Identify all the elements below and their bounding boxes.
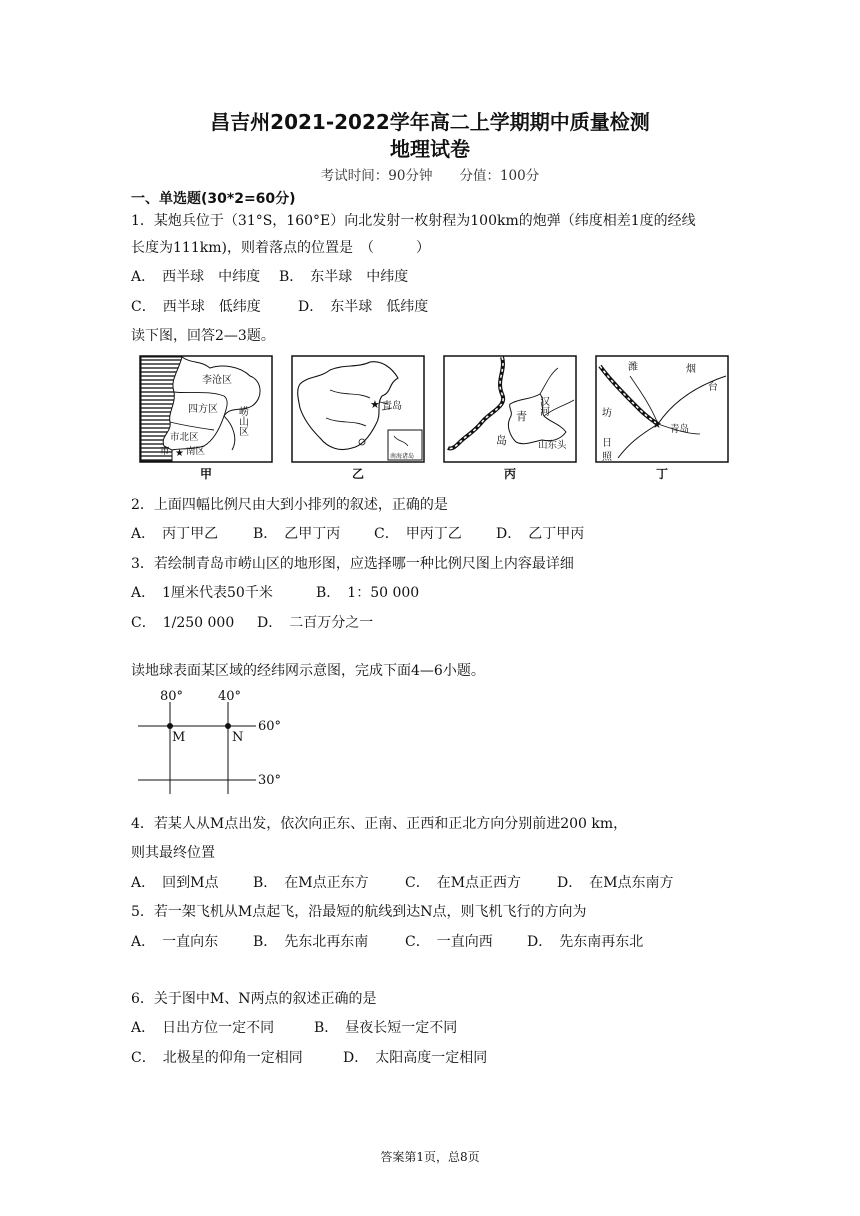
map-jia-star: ★ xyxy=(175,448,184,459)
exam-info: 考试时间：90分钟 分值：100分 xyxy=(320,168,540,184)
q1-option-b: B． 东半球 中纬度 xyxy=(279,269,409,285)
map-ding-label-qingdao: 青岛 xyxy=(670,424,690,435)
map-jia-label-licang: 李沧区 xyxy=(202,375,232,386)
q3-option-d: D． 二百万分之一 xyxy=(257,615,374,631)
q4-stem-line2: 则其最终位置 xyxy=(131,845,215,861)
map-ding-label-zhao: 照 xyxy=(602,452,612,463)
grid-lat-label-30: 30° xyxy=(258,773,282,788)
grid-point-m: M xyxy=(172,730,186,745)
map-yi-label-nanhai: 南海诸岛 xyxy=(390,453,415,460)
q5-option-c: C． 一直向西 xyxy=(405,934,493,950)
map-jia xyxy=(140,356,272,481)
map-bing-label-shandongtou: 山东头 xyxy=(538,440,567,451)
exam-title-line1: 昌吉州2021-2022学年高二上学期期中质量检测 xyxy=(210,110,650,134)
q5-option-b: B． 先东北再东南 xyxy=(253,934,369,950)
map-ding-label-yan: 烟 xyxy=(686,364,696,375)
page-footer: 答案第1页，总8页 xyxy=(380,1150,480,1164)
q4-stem-line1: 4．若某人从M点出发，依次向正东、正南、正西和正北方向分别前进200 km， xyxy=(131,816,628,832)
q6-option-b: B． 昼夜长短一定不同 xyxy=(314,1020,458,1036)
q2-option-c: C． 甲丙丁乙 xyxy=(374,526,462,542)
q1-option-d: D． 东半球 低纬度 xyxy=(298,299,429,315)
map-yi-caption: 乙 xyxy=(352,467,365,481)
q3-option-b: B． 1：50 000 xyxy=(316,585,420,601)
map-bing-label-dao: 岛 xyxy=(496,434,507,447)
q4-option-a: A． 回到M点 xyxy=(131,875,219,891)
q6-option-c: C． 北极星的仰角一定相同 xyxy=(131,1050,303,1066)
q2-option-a: A． 丙丁甲乙 xyxy=(131,526,219,542)
q1-stem-line2: 长度为111km)，则着落点的位置是 （ ） xyxy=(131,240,430,256)
map-ding-label-fang: 坊 xyxy=(602,408,612,419)
lat-lon-grid-figure xyxy=(130,686,290,798)
map-yi-label-qingdao: 青岛 xyxy=(382,401,402,412)
map-jia-label-sifang: 四方区 xyxy=(188,404,218,415)
grid-lon-label-80: 80° xyxy=(160,689,184,704)
grid-point-n: N xyxy=(232,730,244,745)
q1-option-a: A． 西半球 中纬度 xyxy=(131,269,261,285)
q5-stem: 5．若一架飞机从M点起飞，沿最短的航线到达N点，则飞机飞行的方向为 xyxy=(131,904,587,920)
map-yi xyxy=(292,356,424,481)
q3-option-a: A． 1厘米代表50千米 xyxy=(131,585,273,601)
q5-option-a: A． 一直向东 xyxy=(131,934,219,950)
q2-option-b: B． 乙甲丁丙 xyxy=(253,526,341,542)
map-ding-label-ri: 日 xyxy=(602,438,612,449)
q2-stem: 2．上面四幅比例尺由大到小排列的叙述，正确的是 xyxy=(131,497,448,513)
q3-option-c: C． 1/250 000 xyxy=(131,615,235,631)
map-ding-label-wei: 潍 xyxy=(628,362,638,373)
q3-stem: 3．若绘制青岛市崂山区的地形图，应选择哪一种比例尺图上内容最详细 xyxy=(131,556,574,572)
map-jia-label-nan: 南区 xyxy=(186,446,206,457)
grid-lat-label-60: 60° xyxy=(258,719,282,734)
q5-option-d: D． 先东南再东北 xyxy=(527,934,644,950)
map-bing-label-hanhe: 汉河 xyxy=(537,396,549,416)
q1-stem-line1: 1．某炮兵位于（31°S，160°E）向北发射一枚射程为100km的炮弹（纬度相差1度的经线 xyxy=(131,213,696,229)
q6-stem: 6．关于图中M、N两点的叙述正确的是 xyxy=(131,991,377,1007)
map-jia-caption: 甲 xyxy=(200,467,213,481)
read-instruction-1: 读下图，回答2—3题。 xyxy=(131,328,275,344)
section-heading: 一、单选题(30*2=60分) xyxy=(131,191,296,207)
map-ding xyxy=(596,356,728,481)
q1-option-c: C． 西半球 低纬度 xyxy=(131,299,261,315)
map-ding-label-tai: 台 xyxy=(708,382,718,393)
q4-option-b: B． 在M点正东方 xyxy=(253,875,369,891)
map-jia-label-laoshan: 崂山区 xyxy=(236,406,248,436)
read-instruction-2: 读地球表面某区域的经纬网示意图，完成下面4—6小题。 xyxy=(131,663,485,679)
map-jia-label-shibei: 市北区 xyxy=(170,432,199,443)
q4-option-c: C． 在M点正西方 xyxy=(405,875,522,891)
q6-option-a: A． 日出方位一定不同 xyxy=(131,1020,275,1036)
map-bing xyxy=(444,356,576,481)
map-ding-caption: 丁 xyxy=(656,467,669,481)
q2-option-d: D． 乙丁甲丙 xyxy=(496,526,585,542)
four-maps-figure xyxy=(130,350,740,484)
exam-title-line2: 地理试卷 xyxy=(390,137,470,161)
map-ding-star: ★ xyxy=(652,418,662,431)
map-jia-label-shi: 市 xyxy=(160,446,170,457)
map-bing-label-qing: 青 xyxy=(516,410,527,423)
grid-lon-label-40: 40° xyxy=(218,689,242,704)
map-yi-star: ★ xyxy=(370,398,380,411)
map-bing-caption: 丙 xyxy=(504,467,517,481)
q6-option-d: D． 太阳高度一定相同 xyxy=(343,1050,488,1066)
q4-option-d: D． 在M点东南方 xyxy=(557,875,674,891)
